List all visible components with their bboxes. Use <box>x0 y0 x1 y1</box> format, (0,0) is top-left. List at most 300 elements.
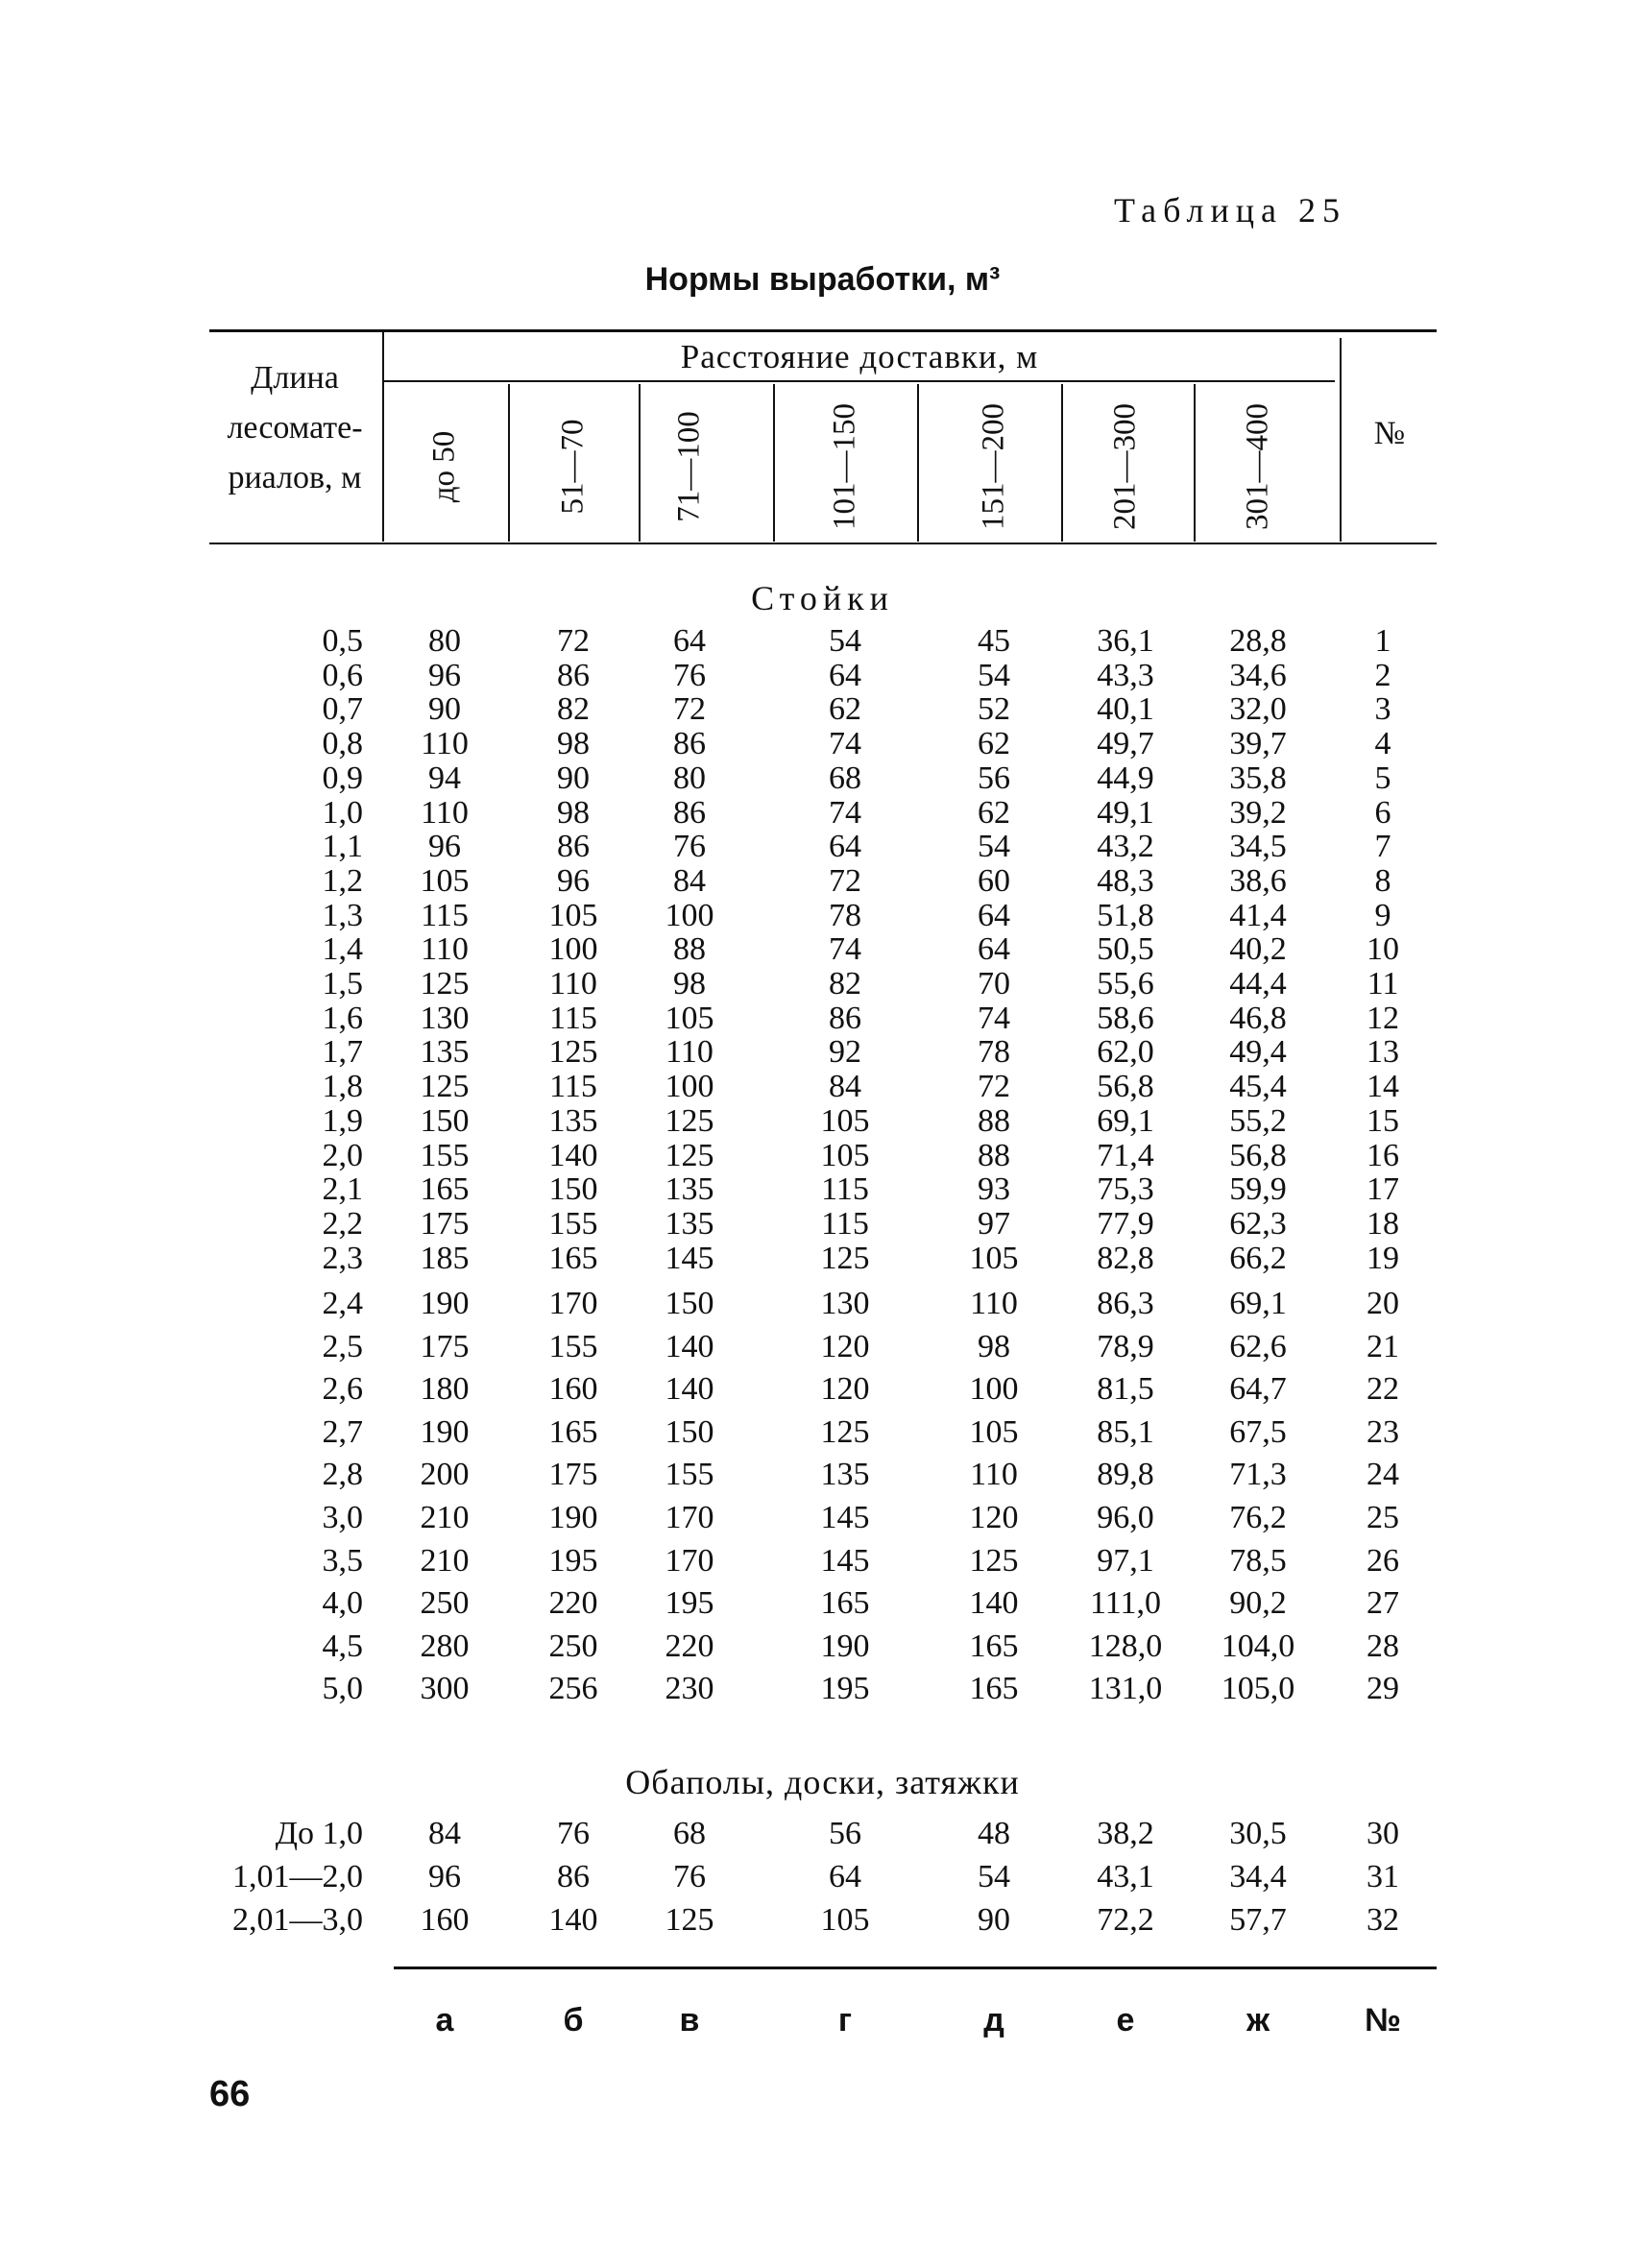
value-cell: 76 <box>557 1816 590 1851</box>
row-number-cell: 25 <box>1367 1500 1399 1535</box>
col-divider-1 <box>508 384 510 542</box>
value-cell: 38,6 <box>1229 862 1287 899</box>
value-cell: 300 <box>420 1671 470 1707</box>
value-cell: 96 <box>428 657 461 693</box>
value-cell: 64 <box>978 897 1010 933</box>
distance-underline <box>384 380 1335 382</box>
length-cell: 1,6 <box>322 1000 363 1036</box>
value-cell: 165 <box>548 1413 598 1450</box>
value-cell: 68 <box>829 760 861 796</box>
value-cell: 54 <box>829 623 861 659</box>
value-cell: 125 <box>665 1137 714 1173</box>
length-cell: 4,0 <box>322 1585 363 1622</box>
value-cell: 150 <box>665 1286 714 1321</box>
value-cell: 90,2 <box>1229 1585 1287 1622</box>
value-cell: 155 <box>548 1205 598 1242</box>
value-cell: 230 <box>665 1671 714 1707</box>
distance-column-header: 151—200 <box>976 403 1011 530</box>
length-cell: 2,4 <box>322 1286 363 1321</box>
col-divider-6 <box>1194 384 1196 542</box>
value-cell: 96 <box>557 862 590 899</box>
value-cell: 88 <box>978 1137 1010 1173</box>
value-cell: 110 <box>421 931 469 968</box>
value-cell: 56 <box>829 1816 861 1851</box>
value-cell: 160 <box>548 1371 598 1408</box>
value-cell: 67,5 <box>1229 1413 1287 1450</box>
row-number-cell: 21 <box>1367 1328 1399 1364</box>
value-cell: 46,8 <box>1229 1000 1287 1036</box>
value-cell: 110 <box>665 1034 714 1071</box>
distance-column-header: 301—400 <box>1240 403 1275 530</box>
row-number-cell: 7 <box>1374 829 1391 865</box>
value-cell: 49,4 <box>1229 1034 1287 1071</box>
value-cell: 165 <box>548 1240 598 1276</box>
value-cell: 72 <box>557 623 590 659</box>
value-cell: 36,1 <box>1097 623 1154 659</box>
value-cell: 96,0 <box>1097 1500 1154 1535</box>
value-cell: 62,0 <box>1097 1034 1154 1071</box>
value-cell: 86 <box>829 1000 861 1036</box>
column-letter: в <box>679 2002 700 2039</box>
value-cell: 128,0 <box>1088 1628 1163 1664</box>
length-cell: 3,0 <box>322 1500 363 1535</box>
value-cell: 145 <box>820 1542 870 1579</box>
value-cell: 170 <box>665 1542 714 1579</box>
value-cell: 76 <box>673 829 706 865</box>
value-cell: 50,5 <box>1097 931 1154 968</box>
length-header-line-3: риалов, м <box>228 460 362 495</box>
row-number-cell: 24 <box>1367 1457 1399 1493</box>
length-cell: 5,0 <box>322 1671 363 1707</box>
table-title: Нормы выработки, м³ <box>644 261 1001 298</box>
length-cell: 1,9 <box>322 1102 363 1139</box>
value-cell: 71,4 <box>1097 1137 1154 1173</box>
value-cell: 54 <box>978 1859 1010 1894</box>
value-cell: 92 <box>829 1034 861 1071</box>
value-cell: 90 <box>428 691 461 728</box>
value-cell: 88 <box>673 931 706 968</box>
col-divider-3 <box>773 384 775 542</box>
row-number-cell: 15 <box>1367 1102 1399 1139</box>
value-cell: 190 <box>548 1500 598 1535</box>
value-cell: 125 <box>820 1413 870 1450</box>
value-cell: 155 <box>665 1457 714 1493</box>
value-cell: 62 <box>978 726 1010 762</box>
row-number-cell: 29 <box>1367 1671 1399 1707</box>
value-cell: 135 <box>665 1171 714 1208</box>
value-cell: 210 <box>420 1500 470 1535</box>
value-cell: 44,9 <box>1097 760 1154 796</box>
value-cell: 64 <box>829 1859 861 1894</box>
value-cell: 64 <box>829 657 861 693</box>
value-cell: 43,3 <box>1097 657 1154 693</box>
value-cell: 82,8 <box>1097 1240 1154 1276</box>
distance-column-header: 201—300 <box>1107 403 1143 530</box>
section-title-obapoly: Обаполы, доски, затяжки <box>625 1763 1020 1801</box>
value-cell: 110 <box>421 726 469 762</box>
value-cell: 62,3 <box>1229 1205 1287 1242</box>
row-number-cell: 31 <box>1367 1859 1399 1894</box>
value-cell: 250 <box>420 1585 470 1622</box>
value-cell: 145 <box>665 1240 714 1276</box>
value-cell: 250 <box>548 1628 598 1664</box>
value-cell: 160 <box>420 1902 470 1938</box>
length-cell: 2,01—3,0 <box>232 1902 363 1938</box>
value-cell: 72 <box>978 1069 1010 1105</box>
row-number-cell: 19 <box>1367 1240 1399 1276</box>
distance-column-header: 101—150 <box>827 403 862 530</box>
value-cell: 125 <box>548 1034 598 1071</box>
value-cell: 190 <box>420 1413 470 1450</box>
length-header-line-1: Длина <box>251 360 339 396</box>
value-cell: 100 <box>665 897 714 933</box>
value-cell: 72 <box>829 862 861 899</box>
value-cell: 34,6 <box>1229 657 1287 693</box>
length-cell: 2,8 <box>322 1457 363 1493</box>
length-cell: 1,01—2,0 <box>232 1859 363 1894</box>
length-cell: 2,1 <box>322 1171 363 1208</box>
value-cell: 81,5 <box>1097 1371 1154 1408</box>
value-cell: 140 <box>665 1328 714 1364</box>
row-number-cell: 8 <box>1374 862 1391 899</box>
value-cell: 135 <box>665 1205 714 1242</box>
length-cell: 1,8 <box>322 1069 363 1105</box>
value-cell: 165 <box>820 1585 870 1622</box>
value-cell: 78,5 <box>1229 1542 1287 1579</box>
value-cell: 76,2 <box>1229 1500 1287 1535</box>
column-letter: г <box>837 2002 853 2039</box>
value-cell: 84 <box>673 862 706 899</box>
row-number-cell: 32 <box>1367 1902 1399 1938</box>
length-cell: 0,9 <box>322 760 363 796</box>
row-number-cell: 1 <box>1374 623 1391 659</box>
value-cell: 140 <box>548 1137 598 1173</box>
length-cell: 1,7 <box>322 1034 363 1071</box>
value-cell: 135 <box>420 1034 470 1071</box>
value-cell: 86 <box>673 794 706 831</box>
row-number-cell: 11 <box>1367 966 1399 1001</box>
value-cell: 96 <box>428 829 461 865</box>
value-cell: 105,0 <box>1221 1671 1295 1707</box>
value-cell: 165 <box>969 1671 1019 1707</box>
number-header: № <box>1373 416 1406 451</box>
value-cell: 76 <box>673 657 706 693</box>
col-divider-4 <box>917 384 919 542</box>
value-cell: 58,6 <box>1097 1000 1154 1036</box>
value-cell: 41,4 <box>1229 897 1287 933</box>
row-number-cell: 2 <box>1374 657 1391 693</box>
value-cell: 170 <box>665 1500 714 1535</box>
col-divider-2 <box>639 384 641 542</box>
value-cell: 94 <box>428 760 461 796</box>
value-cell: 39,7 <box>1229 726 1287 762</box>
row-number-cell: 9 <box>1374 897 1391 933</box>
value-cell: 195 <box>548 1542 598 1579</box>
value-cell: 77,9 <box>1097 1205 1154 1242</box>
value-cell: 190 <box>420 1286 470 1321</box>
length-cell: 4,5 <box>322 1628 363 1664</box>
value-cell: 195 <box>665 1585 714 1622</box>
value-cell: 82 <box>829 966 861 1001</box>
value-cell: 200 <box>420 1457 470 1493</box>
value-cell: 45,4 <box>1229 1069 1287 1105</box>
value-cell: 115 <box>549 1000 597 1036</box>
value-cell: 39,2 <box>1229 794 1287 831</box>
value-cell: 104,0 <box>1221 1628 1295 1664</box>
value-cell: 64,7 <box>1229 1371 1287 1408</box>
value-cell: 140 <box>665 1371 714 1408</box>
value-cell: 40,2 <box>1229 931 1287 968</box>
distance-column-header: 71—100 <box>671 411 707 522</box>
length-cell: 1,0 <box>322 794 363 831</box>
value-cell: 110 <box>549 966 597 1001</box>
row-number-cell: 13 <box>1367 1034 1399 1071</box>
row-number-cell: 20 <box>1367 1286 1399 1321</box>
value-cell: 180 <box>420 1371 470 1408</box>
value-cell: 98 <box>978 1328 1010 1364</box>
row-number-cell: 23 <box>1367 1413 1399 1450</box>
value-cell: 80 <box>673 760 706 796</box>
length-cell: 1,5 <box>322 966 363 1001</box>
value-cell: 72,2 <box>1097 1902 1154 1938</box>
value-cell: 86 <box>557 1859 590 1894</box>
length-cell: 0,6 <box>322 657 363 693</box>
value-cell: 52 <box>978 691 1010 728</box>
length-header-line-2: лесомате- <box>227 410 363 446</box>
row-number-cell: 6 <box>1374 794 1391 831</box>
row-number-cell: 28 <box>1367 1628 1399 1664</box>
length-cell: 2,5 <box>322 1328 363 1364</box>
row-number-cell: 10 <box>1367 931 1399 968</box>
value-cell: 145 <box>820 1500 870 1535</box>
value-cell: 57,7 <box>1229 1902 1287 1938</box>
value-cell: 84 <box>428 1816 461 1851</box>
value-cell: 86 <box>557 829 590 865</box>
top-rule <box>209 329 1437 332</box>
value-cell: 110 <box>421 794 469 831</box>
value-cell: 48,3 <box>1097 862 1154 899</box>
value-cell: 115 <box>821 1205 869 1242</box>
value-cell: 98 <box>557 794 590 831</box>
value-cell: 85,1 <box>1097 1413 1154 1450</box>
value-cell: 60 <box>978 862 1010 899</box>
value-cell: 135 <box>548 1102 598 1139</box>
value-cell: 175 <box>420 1205 470 1242</box>
page-number: 66 <box>209 2074 251 2114</box>
column-letter: б <box>563 2002 584 2039</box>
value-cell: 78 <box>978 1034 1010 1071</box>
column-letter: е <box>1116 2002 1135 2039</box>
value-cell: 84 <box>829 1069 861 1105</box>
distance-column-header: 51—70 <box>555 419 591 515</box>
length-cell: 1,1 <box>322 829 363 865</box>
value-cell: 195 <box>820 1671 870 1707</box>
value-cell: 125 <box>420 966 470 1001</box>
length-cell: 2,6 <box>322 1371 363 1408</box>
value-cell: 28,8 <box>1229 623 1287 659</box>
value-cell: 34,4 <box>1229 1859 1287 1894</box>
value-cell: 97 <box>978 1205 1010 1242</box>
value-cell: 75,3 <box>1097 1171 1154 1208</box>
value-cell: 105 <box>969 1413 1019 1450</box>
length-cell: 1,2 <box>322 862 363 899</box>
value-cell: 40,1 <box>1097 691 1154 728</box>
value-cell: 175 <box>548 1457 598 1493</box>
length-cell: 0,8 <box>322 726 363 762</box>
value-cell: 49,7 <box>1097 726 1154 762</box>
value-cell: 71,3 <box>1229 1457 1287 1493</box>
length-cell: До 1,0 <box>275 1816 363 1851</box>
value-cell: 120 <box>820 1328 870 1364</box>
value-cell: 125 <box>665 1902 714 1938</box>
value-cell: 44,4 <box>1229 966 1287 1001</box>
row-number-cell: 16 <box>1367 1137 1399 1173</box>
value-cell: 140 <box>548 1902 598 1938</box>
value-cell: 38,2 <box>1097 1816 1154 1851</box>
length-cell: 2,3 <box>322 1240 363 1276</box>
value-cell: 170 <box>548 1286 598 1321</box>
value-cell: 150 <box>420 1102 470 1139</box>
value-cell: 125 <box>420 1069 470 1105</box>
length-cell: 2,0 <box>322 1137 363 1173</box>
length-cell: 1,3 <box>322 897 363 933</box>
value-cell: 105 <box>548 897 598 933</box>
value-cell: 110 <box>970 1457 1018 1493</box>
value-cell: 150 <box>548 1171 598 1208</box>
value-cell: 100 <box>665 1069 714 1105</box>
value-cell: 74 <box>829 726 861 762</box>
value-cell: 45 <box>978 623 1010 659</box>
col-divider-5 <box>1061 384 1063 542</box>
value-cell: 185 <box>420 1240 470 1276</box>
value-cell: 56,8 <box>1229 1137 1287 1173</box>
value-cell: 120 <box>820 1371 870 1408</box>
row-number-cell: 5 <box>1374 760 1391 796</box>
section-title-stoiki: Стойки <box>751 579 894 617</box>
length-cell: 3,5 <box>322 1542 363 1579</box>
value-cell: 105 <box>420 862 470 899</box>
value-cell: 69,1 <box>1229 1286 1287 1321</box>
value-cell: 82 <box>557 691 590 728</box>
row-number-cell: 22 <box>1367 1371 1399 1408</box>
value-cell: 64 <box>673 623 706 659</box>
value-cell: 56 <box>978 760 1010 796</box>
value-cell: 120 <box>969 1500 1019 1535</box>
value-cell: 256 <box>548 1671 598 1707</box>
value-cell: 111,0 <box>1090 1585 1161 1622</box>
column-letter: д <box>983 2002 1004 2039</box>
row-number-cell: 4 <box>1374 726 1391 762</box>
value-cell: 62 <box>829 691 861 728</box>
value-cell: 34,5 <box>1229 829 1287 865</box>
value-cell: 49,1 <box>1097 794 1154 831</box>
row-number-cell: 3 <box>1374 691 1391 728</box>
value-cell: 135 <box>820 1457 870 1493</box>
value-cell: 88 <box>978 1102 1010 1139</box>
row-number-cell: 12 <box>1367 1000 1399 1036</box>
value-cell: 105 <box>820 1902 870 1938</box>
value-cell: 78,9 <box>1097 1328 1154 1364</box>
column-letter: № <box>1365 2002 1401 2039</box>
bottom-rule <box>394 1966 1437 1969</box>
value-cell: 76 <box>673 1859 706 1894</box>
column-letter: а <box>435 2002 454 2039</box>
value-cell: 64 <box>829 829 861 865</box>
value-cell: 115 <box>821 1171 869 1208</box>
value-cell: 74 <box>829 931 861 968</box>
value-cell: 125 <box>969 1542 1019 1579</box>
value-cell: 62 <box>978 794 1010 831</box>
value-cell: 105 <box>820 1137 870 1173</box>
row-number-cell: 14 <box>1367 1069 1399 1105</box>
value-cell: 69,1 <box>1097 1102 1154 1139</box>
value-cell: 48 <box>978 1816 1010 1851</box>
length-cell: 0,5 <box>322 623 363 659</box>
value-cell: 105 <box>665 1000 714 1036</box>
value-cell: 98 <box>673 966 706 1001</box>
value-cell: 165 <box>420 1171 470 1208</box>
value-cell: 125 <box>665 1102 714 1139</box>
value-cell: 72 <box>673 691 706 728</box>
value-cell: 175 <box>420 1328 470 1364</box>
value-cell: 105 <box>969 1240 1019 1276</box>
value-cell: 35,8 <box>1229 760 1287 796</box>
distance-header: Расстояние доставки, м <box>680 338 1039 375</box>
value-cell: 66,2 <box>1229 1240 1287 1276</box>
value-cell: 130 <box>820 1286 870 1321</box>
value-cell: 43,1 <box>1097 1859 1154 1894</box>
row-number-cell: 26 <box>1367 1542 1399 1579</box>
value-cell: 115 <box>549 1069 597 1105</box>
row-number-cell: 27 <box>1367 1585 1399 1622</box>
value-cell: 100 <box>548 931 598 968</box>
value-cell: 165 <box>969 1628 1019 1664</box>
value-cell: 54 <box>978 829 1010 865</box>
row-number-cell: 30 <box>1367 1816 1399 1851</box>
value-cell: 70 <box>978 966 1010 1001</box>
value-cell: 96 <box>428 1859 461 1894</box>
value-cell: 68 <box>673 1816 706 1851</box>
row-number-cell: 17 <box>1367 1171 1399 1208</box>
value-cell: 155 <box>420 1137 470 1173</box>
length-cell: 2,7 <box>322 1413 363 1450</box>
value-cell: 210 <box>420 1542 470 1579</box>
value-cell: 89,8 <box>1097 1457 1154 1493</box>
value-cell: 74 <box>829 794 861 831</box>
value-cell: 93 <box>978 1171 1010 1208</box>
value-cell: 43,2 <box>1097 829 1154 865</box>
value-cell: 190 <box>820 1628 870 1664</box>
value-cell: 55,2 <box>1229 1102 1287 1139</box>
value-cell: 140 <box>969 1585 1019 1622</box>
header-bottom-rule <box>209 543 1437 544</box>
value-cell: 100 <box>969 1371 1019 1408</box>
value-cell: 55,6 <box>1097 966 1154 1001</box>
value-cell: 74 <box>978 1000 1010 1036</box>
row-number-cell: 18 <box>1367 1205 1399 1242</box>
value-cell: 131,0 <box>1088 1671 1163 1707</box>
value-cell: 30,5 <box>1229 1816 1287 1851</box>
value-cell: 78 <box>829 897 861 933</box>
value-cell: 86,3 <box>1097 1286 1154 1321</box>
value-cell: 150 <box>665 1413 714 1450</box>
value-cell: 280 <box>420 1628 470 1664</box>
value-cell: 98 <box>557 726 590 762</box>
value-cell: 90 <box>557 760 590 796</box>
value-cell: 115 <box>421 897 469 933</box>
distance-column-header: до 50 <box>426 430 462 503</box>
value-cell: 110 <box>970 1286 1018 1321</box>
